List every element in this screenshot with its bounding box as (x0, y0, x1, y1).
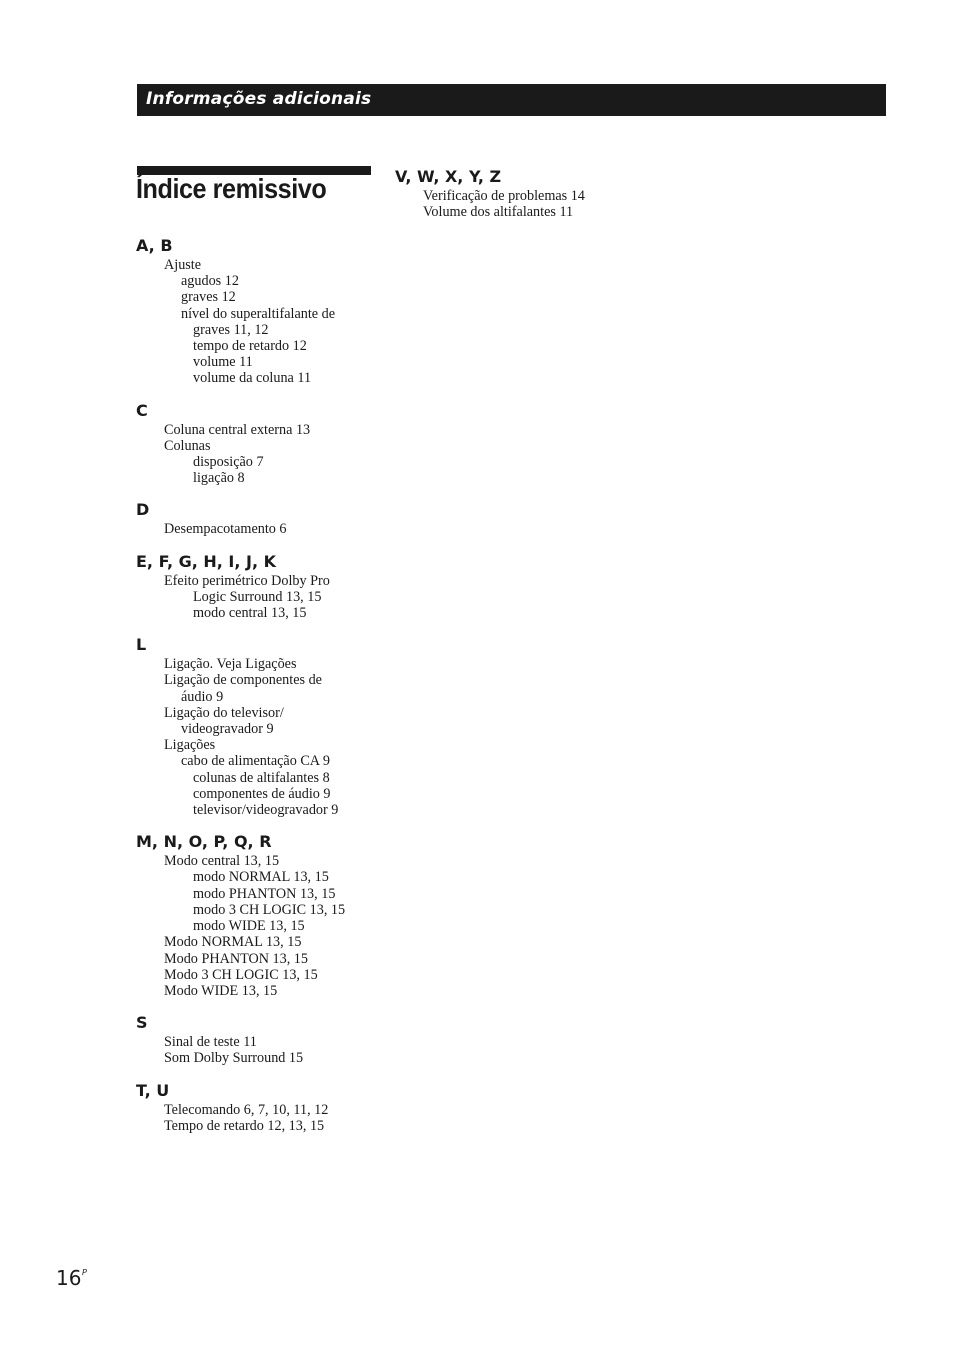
page-title: Índice remissivo (136, 173, 327, 204)
index-entry: Modo PHANTON 13, 15 (164, 950, 308, 967)
index-entry: graves 11, 12 (193, 321, 269, 338)
index-section (136, 552, 376, 622)
index-entry: modo NORMAL 13, 15 (193, 869, 329, 886)
index-entry: Modo WIDE 13, 15 (164, 982, 278, 999)
index-section (136, 236, 376, 387)
page-number: 16 (56, 1266, 82, 1290)
index-section-heading: D (136, 500, 150, 520)
index-entry: áudio 9 (181, 688, 224, 705)
index-section-heading: M, N, O, P, Q, R (136, 832, 272, 852)
index-section (136, 1013, 376, 1066)
section-header-bar (137, 84, 886, 116)
index-entry: Verificação de problemas 14 (423, 188, 585, 204)
index-entry: Ligação do televisor/ (164, 704, 284, 721)
index-column-left (136, 236, 376, 1148)
index-entry: tempo de retardo 12 (193, 338, 307, 355)
index-entry: volume 11 (193, 354, 253, 371)
index-entry: modo central 13, 15 (193, 605, 307, 622)
index-entry: Logic Surround 13, 15 (193, 588, 322, 605)
index-entry: Ligação de componentes de (164, 672, 322, 689)
index-entry: modo WIDE 13, 15 (193, 918, 305, 935)
index-entry: Coluna central externa 13 (164, 421, 311, 438)
index-entry: modo 3 CH LOGIC 13, 15 (193, 901, 346, 918)
index-section-heading: T, U (136, 1080, 170, 1100)
index-entry: graves 12 (181, 289, 236, 306)
index-entry: Modo central 13, 15 (164, 853, 280, 870)
index-section-heading: C (136, 400, 148, 420)
section-header-title: Informações adicionais (146, 89, 372, 109)
index-entry: modo PHANTON 13, 15 (193, 885, 336, 902)
page-number-suffix: P (82, 1268, 87, 1277)
index-entry: Sinal de teste 11 (164, 1034, 257, 1051)
index-entry: televisor/videogravador 9 (193, 802, 339, 819)
index-entry: Modo NORMAL 13, 15 (164, 934, 302, 951)
index-section-heading: L (136, 635, 147, 655)
index-entry: Ligações (164, 737, 216, 754)
index-section-heading: V, W, X, Y, Z (395, 167, 502, 186)
index-section (395, 167, 655, 220)
index-entry: componentes de áudio 9 (193, 785, 331, 802)
index-section (136, 401, 376, 487)
index-entry: agudos 12 (181, 273, 239, 290)
index-entry: Tempo de retardo 12, 13, 15 (164, 1117, 325, 1134)
index-entry: Modo 3 CH LOGIC 13, 15 (164, 966, 318, 983)
index-entry: volume da coluna 11 (193, 370, 312, 387)
index-section (136, 635, 376, 818)
index-entry: disposição 7 (193, 454, 264, 471)
index-section-heading: S (136, 1013, 148, 1033)
index-entry: Colunas (164, 437, 211, 454)
index-entry: colunas de altifalantes 8 (193, 769, 330, 786)
index-entry: Volume dos altifalantes 11 (423, 204, 574, 221)
index-entry: Telecomando 6, 7, 10, 11, 12 (164, 1101, 329, 1118)
index-section (136, 832, 376, 999)
index-entry: Desempacotamento 6 (164, 521, 287, 538)
index-entry: Ajuste (164, 257, 202, 273)
index-entry: Efeito perimétrico Dolby Pro (164, 572, 330, 589)
index-section (136, 500, 376, 537)
index-column-right (395, 167, 655, 220)
index-section (136, 1081, 376, 1134)
index-entry: ligação 8 (193, 470, 245, 487)
index-entry: nível do superaltifalante de (181, 305, 336, 322)
index-section-heading: A, B (136, 236, 173, 255)
index-entry: cabo de alimentação CA 9 (181, 753, 330, 770)
index-entry: Ligação. Veja Ligações (164, 656, 297, 673)
index-entry: videogravador 9 (181, 721, 274, 738)
index-section-heading: E, F, G, H, I, J, K (136, 551, 277, 571)
index-entry: Som Dolby Surround 15 (164, 1050, 304, 1067)
